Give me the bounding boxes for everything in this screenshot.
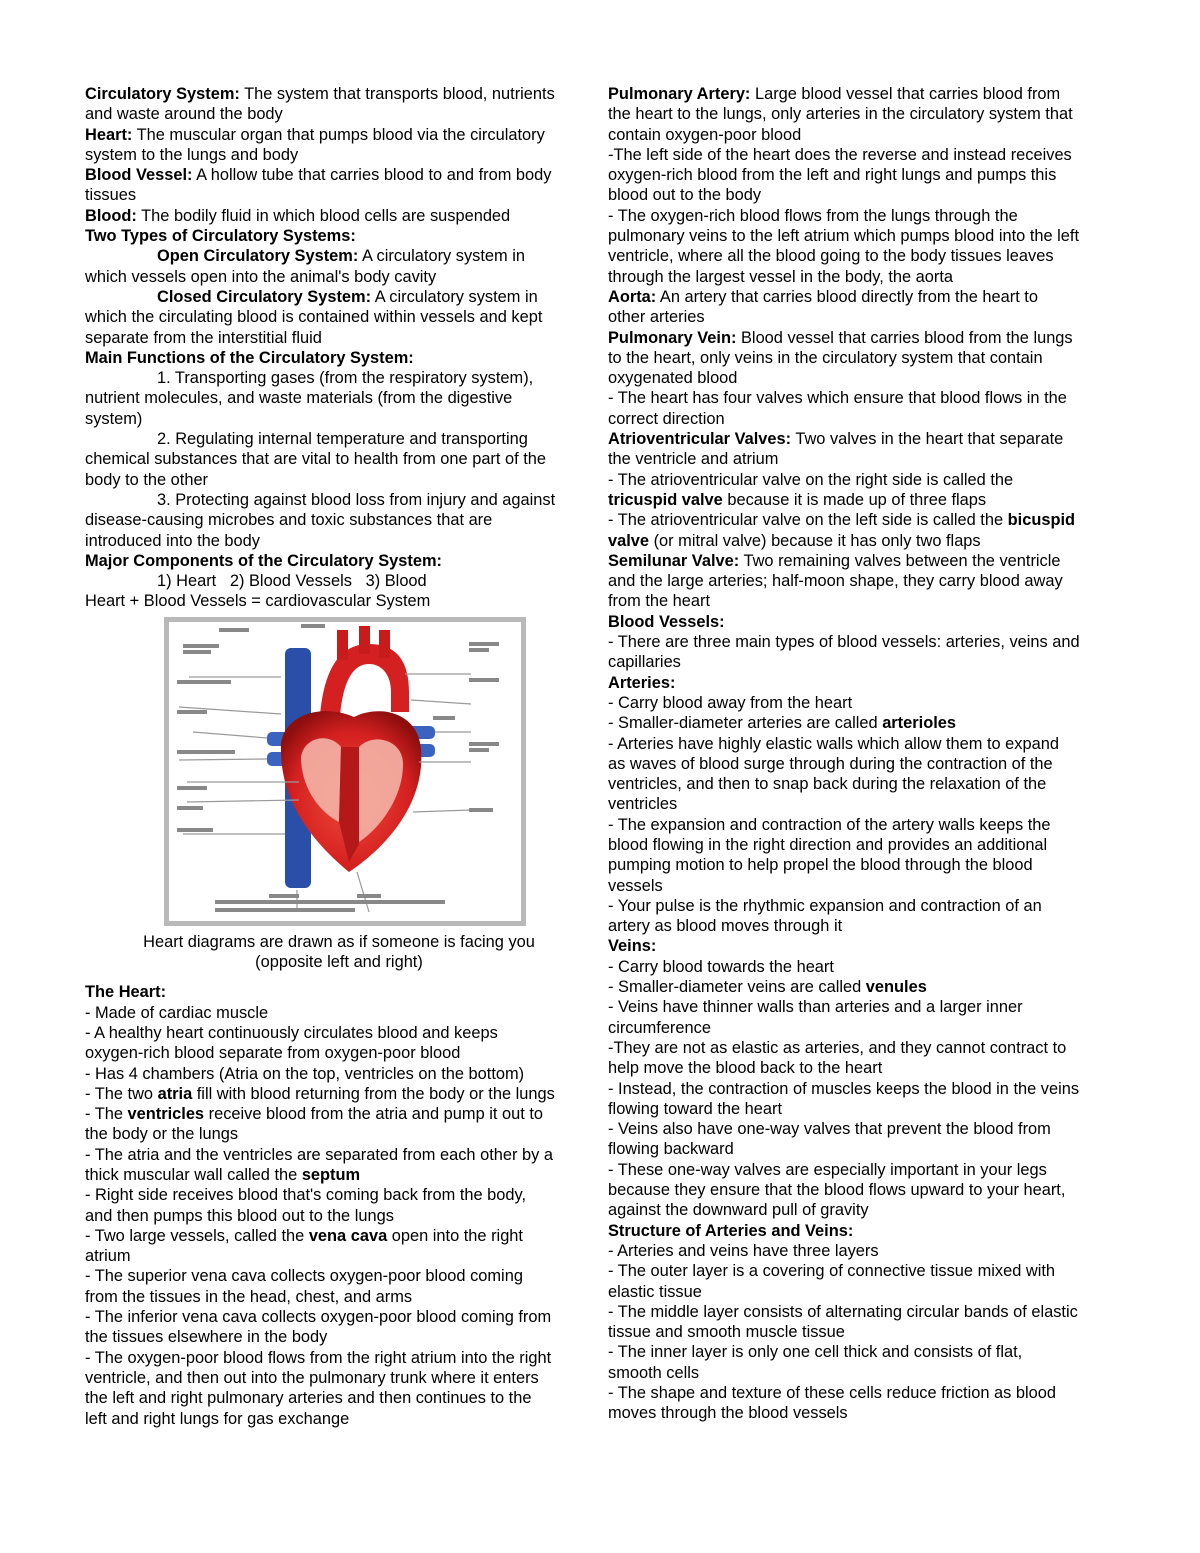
heading-structure: Structure of Arteries and Veins:: [608, 1221, 854, 1240]
text-line: because they ensure that the blood flows upward to your heart,: [608, 1181, 1066, 1200]
text-line: and then pumps this blood out to the lungs: [85, 1206, 394, 1225]
heading-major-components: Major Components of the Circulatory System:: [85, 551, 443, 570]
text-line: contain oxygen-poor blood: [608, 125, 802, 144]
heart-bullet: - Has 4 chambers (Atria on the top, ventricles on the bottom): [85, 1064, 525, 1083]
text-line: - The outer layer is a covering of connective tissue mixed with: [608, 1262, 1056, 1281]
text-line: - Carry blood towards the heart: [608, 957, 834, 976]
text-line: ventricles: [608, 795, 678, 814]
text-line: vessels: [608, 876, 663, 895]
figure-caption-line-2: (opposite left and right): [255, 953, 423, 972]
text-line: smooth cells: [608, 1363, 700, 1382]
figure-caption-line-1: Heart diagrams are drawn as if someone is facing you: [143, 932, 535, 951]
heart-bullet: - The oxygen-poor blood flows from the right atrium into the right: [85, 1348, 552, 1367]
heart-bullet: - The two atria fill with blood returning from the body or the lungs: [85, 1084, 555, 1103]
def-heart: Heart: The muscular organ that pumps blood via the circulatory: [85, 125, 545, 144]
text-line: separate from the interstitial fluid: [85, 328, 322, 347]
heart-bullet: - The atria and the ventricles are separated from each other by a: [85, 1145, 553, 1164]
text-line: which the circulating blood is contained within vessels and kept: [85, 308, 543, 327]
heart-bullet: - The ventricles receive blood from the atria and pump it out to: [85, 1105, 543, 1124]
text-line: thick muscular wall called the septum: [85, 1165, 361, 1184]
text-line: introduced into the body: [85, 531, 260, 550]
text-line: tricuspid valve because it is made up of three flaps: [608, 490, 987, 509]
text-line: - The atrioventricular valve on the left side is called the bicuspid: [608, 511, 1076, 530]
text-line: elastic tissue: [608, 1282, 702, 1301]
def-closed-system: Closed Circulatory System: A circulatory system in: [157, 287, 538, 306]
text-line: - There are three main types of blood vessels: arteries, veins and: [608, 633, 1080, 652]
text-line: disease-causing microbes and toxic substances that are: [85, 511, 493, 530]
text-line: as waves of blood surge through during the contraction of the: [608, 754, 1053, 773]
text-line: flowing backward: [608, 1140, 734, 1159]
heart-bullet: - The superior vena cava collects oxygen-poor blood coming: [85, 1267, 523, 1286]
text-line: the ventricle and atrium: [608, 450, 779, 469]
text-line: from the tissues in the head, chest, and arms: [85, 1287, 413, 1306]
text-line: to the heart, only veins in the circulatory system that contain: [608, 348, 1043, 367]
text-line: the heart to the lungs, only arteries in the circulatory system that: [608, 105, 1073, 124]
text-line: system): [85, 409, 143, 428]
text-line: correct direction: [608, 409, 725, 428]
def-aorta: Aorta: An artery that carries blood directly from the heart to: [608, 287, 1038, 306]
function-item-2: 2. Regulating internal temperature and transporting: [157, 430, 528, 449]
text-line: - The atrioventricular valve on the right side is called the: [608, 470, 1014, 489]
text-line: oxygenated blood: [608, 369, 738, 388]
text-line: artery as blood moves through it: [608, 917, 843, 936]
heart-bullet: - Made of cardiac muscle: [85, 1003, 269, 1022]
text-line: blood out to the body: [608, 186, 762, 205]
text-line: - Veins have thinner walls than arteries and a larger inner: [608, 998, 1023, 1017]
text-line: - The oxygen-rich blood flows from the lungs through the: [608, 206, 1018, 225]
text-line: the tissues elsewhere in the body: [85, 1328, 328, 1347]
def-av-valves: Atrioventricular Valves: Two valves in the heart that separate: [608, 430, 1064, 449]
text-line: the body or the lungs: [85, 1125, 239, 1144]
text-line: capillaries: [608, 653, 681, 672]
heading-main-functions: Main Functions of the Circulatory System:: [85, 348, 414, 367]
heart-bullet: - The inferior vena cava collects oxygen-poor blood coming from: [85, 1308, 552, 1327]
components-list: 1) Heart 2) Blood Vessels 3) Blood: [157, 572, 427, 591]
text-line: - The inner layer is only one cell thick and consists of flat,: [608, 1343, 1023, 1362]
text-line: ventricle, where all the blood going to the body tissues leaves: [608, 247, 1054, 266]
def-circulatory-system: Circulatory System: The system that transports blood, nutrients: [85, 85, 555, 103]
text-line: pumping motion to help propel the blood through the blood: [608, 856, 1033, 875]
heart-bullet: - A healthy heart continuously circulates blood and keeps: [85, 1023, 498, 1042]
text-line: - Your pulse is the rhythmic expansion and contraction of an: [608, 896, 1042, 915]
text-line: the left and right pulmonary arteries and then continues to the: [85, 1389, 532, 1408]
def-pulmonary-vein: Pulmonary Vein: Blood vessel that carries blood from the lungs: [608, 328, 1073, 347]
text-line: - Instead, the contraction of muscles keeps the blood in the veins: [608, 1079, 1080, 1098]
text-line: flowing toward the heart: [608, 1099, 783, 1118]
text-line: atrium: [85, 1247, 131, 1266]
text-line: through the largest vessel in the body, the aorta: [608, 267, 954, 286]
heading-blood-vessels: Blood Vessels:: [608, 612, 725, 631]
text-line: blood flowing in the right direction and provides an additional: [608, 835, 1048, 854]
text-line: and the large arteries; half-moon shape, they carry blood away: [608, 572, 1063, 591]
text-line: other arteries: [608, 308, 705, 327]
text-line: nutrient molecules, and waste materials (from the digestive: [85, 389, 513, 408]
text-line: - Veins also have one-way valves that prevent the blood from: [608, 1120, 1051, 1139]
text-line: - Arteries and veins have three layers: [608, 1241, 879, 1260]
right-column: [608, 84, 1128, 1424]
def-blood: Blood: The bodily fluid in which blood cells are suspended: [85, 206, 511, 225]
heart-illustration: [169, 622, 521, 921]
heading-veins: Veins:: [608, 937, 657, 956]
text-line: chemical substances that are vital to health from one part of the: [85, 450, 547, 469]
def-open-system: Open Circulatory System: A circulatory system in: [157, 247, 526, 266]
text-line: help move the blood back to the heart: [608, 1059, 883, 1078]
text-line: tissue and smooth muscle tissue: [608, 1323, 845, 1342]
heart-bullet: - Two large vessels, called the vena cava open into the right: [85, 1226, 523, 1245]
heading-the-heart: The Heart:: [85, 983, 167, 1002]
text-line: moves through the blood vessels: [608, 1404, 848, 1423]
heart-bullet: - Right side receives blood that's coming back from the body,: [85, 1186, 527, 1205]
def-semilunar-valve: Semilunar Valve: Two remaining valves between the ventricle: [608, 551, 1061, 570]
text-line: - The middle layer consists of alternating circular bands of elastic: [608, 1302, 1078, 1321]
text-line: left and right lungs for gas exchange: [85, 1409, 350, 1428]
text-line: ventricle, and then out into the pulmonary trunk where it enters: [85, 1368, 539, 1387]
heading-two-types: Two Types of Circulatory Systems:: [85, 227, 356, 246]
heading-arteries: Arteries:: [608, 673, 676, 692]
cardiovascular-equation: Heart + Blood Vessels = cardiovascular System: [85, 592, 431, 611]
text-line: circumference: [608, 1018, 711, 1037]
def-blood-vessel: Blood Vessel: A hollow tube that carries blood to and from body: [85, 166, 552, 185]
function-item-3: 3. Protecting against blood loss from injury and against: [157, 490, 556, 509]
text-line: -They are not as elastic as arteries, and they cannot contract to: [608, 1038, 1067, 1057]
text-line: - Carry blood away from the heart: [608, 693, 853, 712]
text-line: - These one-way valves are especially important in your legs: [608, 1160, 1047, 1179]
text-line: oxygen-rich blood from the left and right lungs and pumps this: [608, 166, 1057, 185]
text-line: -The left side of the heart does the reverse and instead receives: [608, 145, 1072, 164]
left-column: [85, 84, 593, 1429]
text-line: ventricles, and then to snap back during the relaxation of the: [608, 775, 1047, 794]
text-line: from the heart: [608, 592, 711, 611]
text-line: - The heart has four valves which ensure that blood flows in the: [608, 389, 1067, 408]
text-line: - The expansion and contraction of the artery walls keeps the: [608, 815, 1051, 834]
text-line: tissues: [85, 186, 137, 205]
text-line: valve (or mitral valve) because it has only two flaps: [608, 531, 981, 550]
def-pulmonary-artery: Pulmonary Artery: Large blood vessel that carries blood from: [608, 85, 1061, 103]
text-line: system to the lungs and body: [85, 145, 299, 164]
text-line: - Smaller-diameter arteries are called arterioles: [608, 714, 956, 733]
text-line: pulmonary veins to the left atrium which pumps blood into the left: [608, 227, 1080, 246]
text-line: which vessels open into the animal's body cavity: [85, 267, 437, 286]
text-line: oxygen-rich blood separate from oxygen-poor blood: [85, 1044, 461, 1063]
text-line: and waste around the body: [85, 105, 283, 124]
text-line: - Smaller-diameter veins are called venules: [608, 978, 927, 997]
function-item-1: 1. Transporting gases (from the respiratory system),: [157, 369, 534, 388]
text-line: body to the other: [85, 470, 209, 489]
text-line: - Arteries have highly elastic walls which allow them to expand: [608, 734, 1059, 753]
heart-diagram: [164, 617, 526, 926]
text-line: - The shape and texture of these cells reduce friction as blood: [608, 1384, 1056, 1402]
text-line: against the downward pull of gravity: [608, 1201, 869, 1220]
